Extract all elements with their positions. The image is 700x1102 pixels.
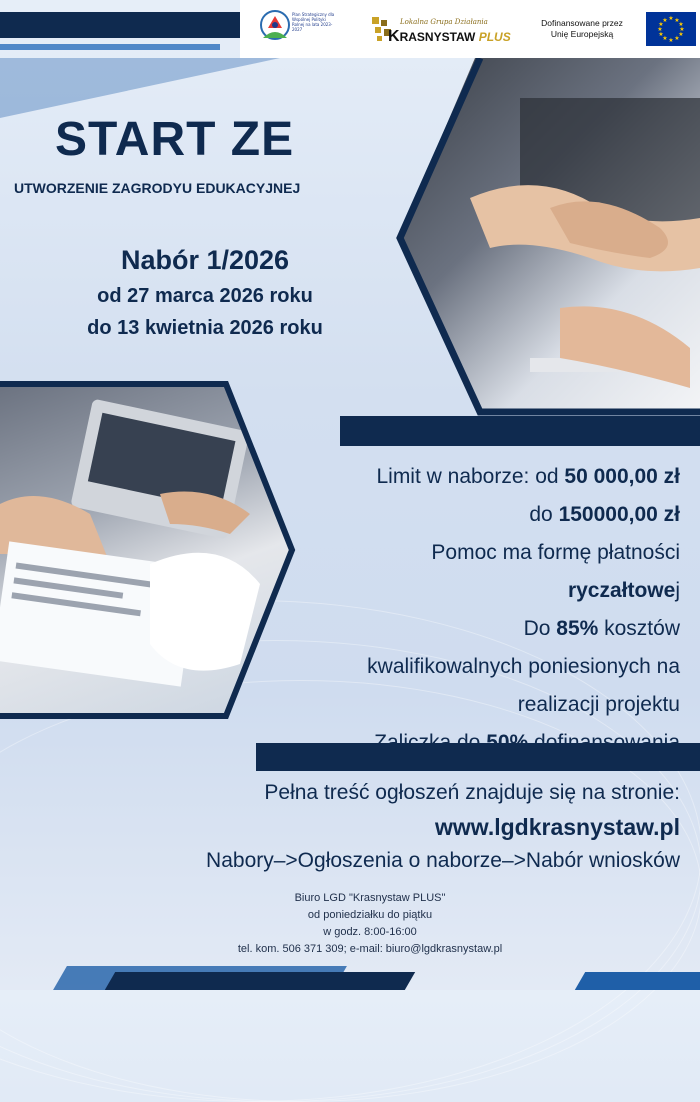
info-bar <box>256 743 700 771</box>
eu-flag-icon <box>646 12 696 46</box>
limit-to-line <box>280 496 680 534</box>
lgd-logo-plus: PLUS <box>478 30 511 44</box>
top-stripe-light <box>0 44 220 50</box>
office-block <box>180 890 560 958</box>
svg-text:★: ★ <box>658 21 664 28</box>
pct-prefix: Do <box>523 617 557 640</box>
pct-line <box>280 610 680 648</box>
form-bold: ryczałtowe <box>567 579 676 602</box>
limit-line <box>280 458 680 496</box>
limit-prefix: Limit w naborze: od <box>376 465 565 488</box>
svg-text:★: ★ <box>679 26 685 33</box>
call-to: do 13 kwietnia 2026 roku <box>87 317 323 339</box>
details-block <box>280 458 680 762</box>
office-hours: w godz. 8:00-16:00 <box>323 926 417 938</box>
office-name: Biuro LGD "Krasnystaw PLUS" <box>294 892 446 904</box>
call-info <box>10 240 400 344</box>
pct-value: 85% <box>556 617 599 640</box>
limit-to: 150000,00 zł <box>558 503 680 526</box>
svg-text:★: ★ <box>662 17 668 24</box>
corner-triangle <box>0 58 280 118</box>
svg-text:★: ★ <box>668 15 674 22</box>
eu-line1: Dofinansowane przez <box>541 18 623 28</box>
svg-text:★: ★ <box>674 17 680 24</box>
svg-text:★: ★ <box>662 35 668 42</box>
office-contact: tel. kom. 506 371 309; e-mail: biuro@lgdkrasnystaw.pl <box>237 943 503 955</box>
logo-bar <box>240 0 700 58</box>
info-block <box>60 776 680 878</box>
page-title: START ZE <box>55 113 295 166</box>
page-subtitle: UTWORZENIE ZAGRODYU EDUKACYJNEJ <box>14 180 301 196</box>
lgd-logo-line2 <box>388 28 511 46</box>
call-number: Nabór 1/2026 <box>120 245 290 275</box>
svg-text:★: ★ <box>657 26 663 33</box>
svg-text:★: ★ <box>678 31 684 38</box>
svg-text:★: ★ <box>668 37 674 44</box>
pct-line3: realizacji projektu <box>517 693 680 716</box>
form-line2 <box>280 572 680 610</box>
bottom-stripe-right <box>575 972 700 990</box>
info-path: Nabory–>Ogłoszenia o naborze–>Nabór wniosków <box>206 849 680 872</box>
eu-funding-text <box>522 18 642 40</box>
psw-logo-text: Plan Strategiczny dla Wspólnej Polityki Rolnej na lata 2023-2027 <box>292 12 335 32</box>
limit-to-prefix: do <box>529 503 559 526</box>
form-line1: Pomoc ma formę płatności <box>431 541 680 564</box>
bottom-stripe <box>105 972 415 990</box>
office-days: od poniedziałku do piątku <box>307 909 433 921</box>
svg-text:★: ★ <box>658 31 664 38</box>
docs-frame <box>0 380 300 720</box>
pct-suffix: kosztów <box>598 617 680 640</box>
top-stripe <box>0 12 250 38</box>
info-line1: Pełna treść ogłoszeń znajduje się na stronie: <box>264 781 680 804</box>
limit-from: 50 000,00 zł <box>564 465 680 488</box>
details-bar <box>340 416 700 446</box>
lgd-logo-line1: Lokalna Grupa Działania <box>400 18 488 26</box>
lgd-logo-k: K <box>388 28 400 45</box>
pct-line2: kwalifikowalnych poniesionych na <box>367 655 680 678</box>
hex-frame <box>390 58 700 418</box>
lgd-logo-name: RASNYSTAW <box>399 30 476 44</box>
info-url[interactable]: www.lgdkrasnystaw.pl <box>435 814 680 840</box>
svg-text:★: ★ <box>678 21 684 28</box>
svg-text:★: ★ <box>674 35 680 42</box>
psw-logo-icon <box>258 8 292 50</box>
form-tail: j <box>675 579 680 602</box>
eu-line2: Unię Europejską <box>550 29 614 39</box>
call-from: od 27 marca 2026 roku <box>97 285 313 307</box>
